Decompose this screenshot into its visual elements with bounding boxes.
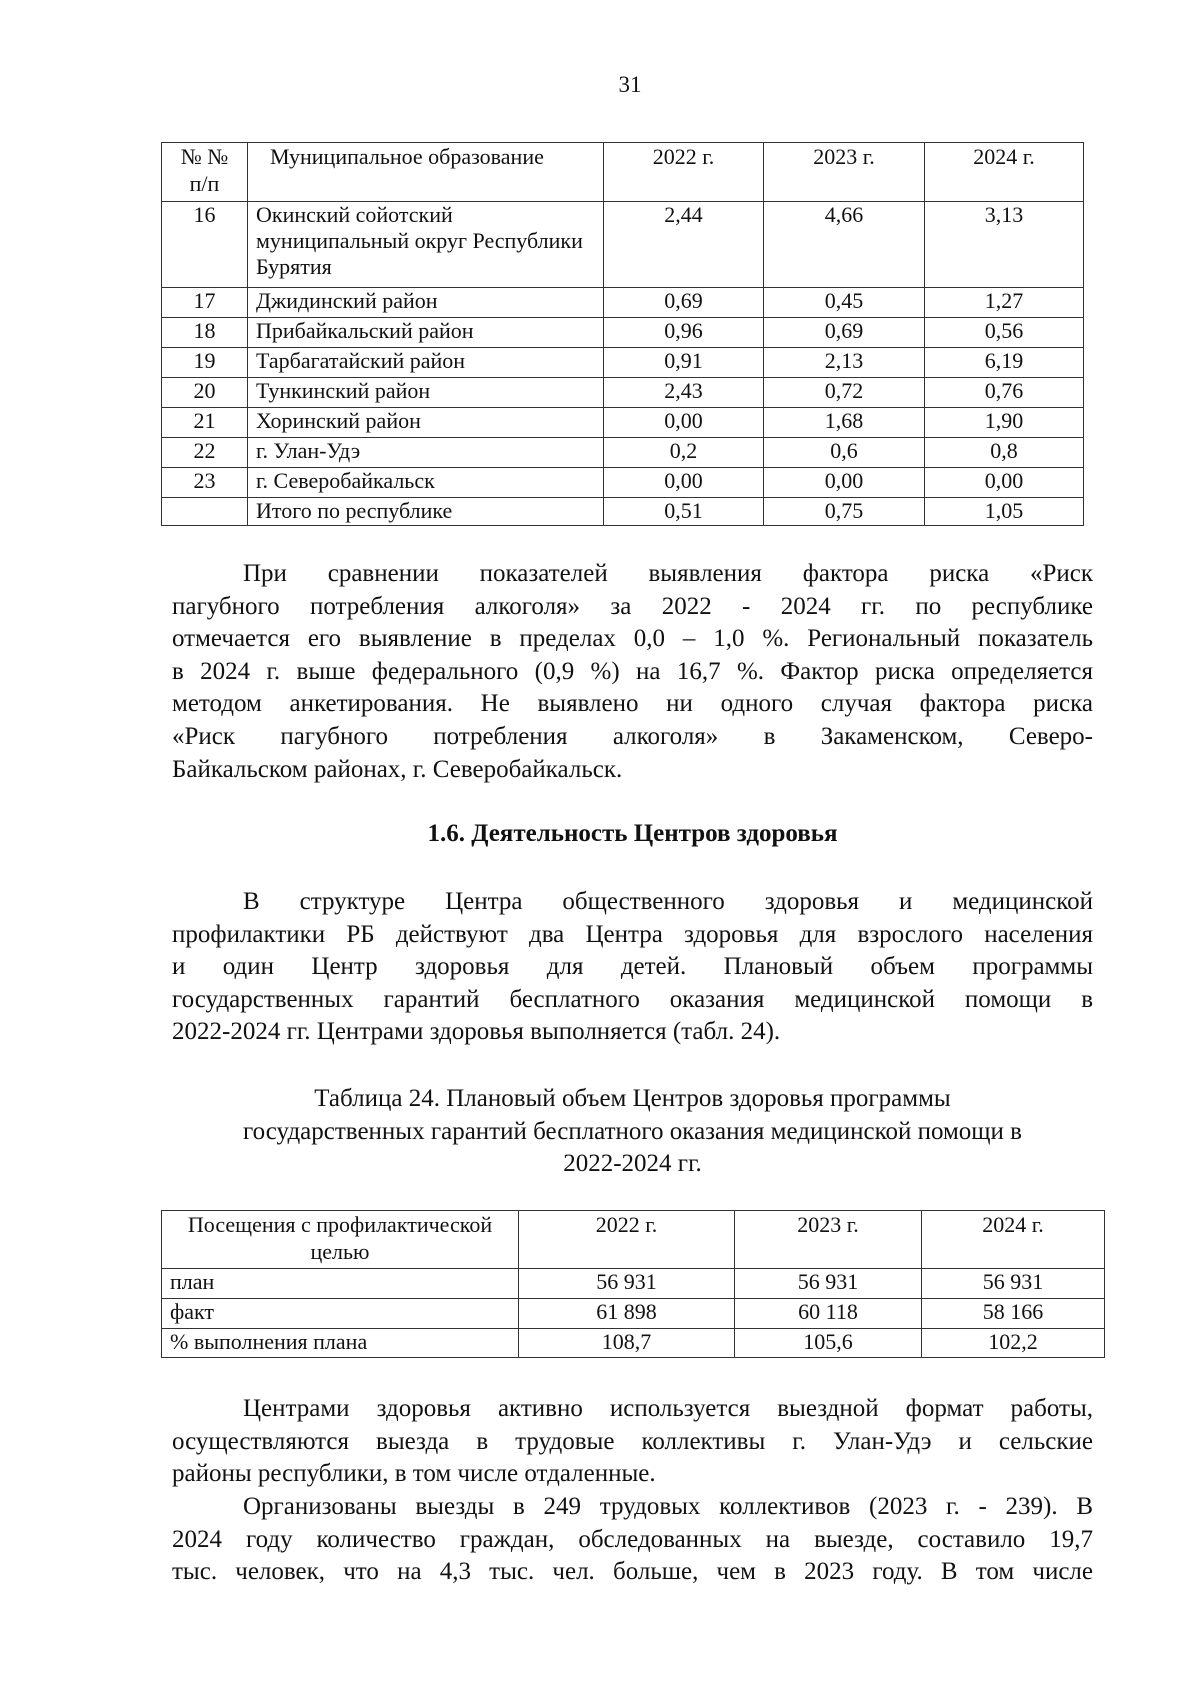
- paragraph-field-work: [172, 1393, 1093, 1491]
- table-cell: факт: [162, 1299, 519, 1329]
- table-cell: 0,56: [925, 318, 1084, 348]
- table-cell: г. Улан-Удэ: [248, 438, 604, 468]
- table-cell: 3,13: [925, 202, 1084, 288]
- table-row: [162, 1299, 1105, 1329]
- table-cell: 20: [162, 378, 248, 408]
- table-row: [162, 408, 1084, 438]
- paragraph-line: профилактики РБ действуют два Центра здоровья для взрослого населения: [172, 920, 1093, 948]
- table-cell: 58 166: [922, 1299, 1105, 1329]
- table-cell: 19: [162, 348, 248, 378]
- table-cell: 22: [162, 438, 248, 468]
- table-cell: Окинский сойотский муниципальный округ Республики Бурятия: [248, 202, 604, 288]
- table-cell: 56 931: [735, 1269, 922, 1299]
- table-cell: 60 118: [735, 1299, 922, 1329]
- paragraph-line: пагубного потребления алкоголя» за 2022 - 2024 гг. по республике: [172, 592, 1093, 620]
- table-row: [162, 438, 1084, 468]
- header-2023: 2023 г.: [735, 1211, 922, 1269]
- paragraph-line: в 2024 г. выше федерального (0,9 %) на 16,7 %. Фактор риска определяется: [172, 657, 1093, 685]
- table-row: [162, 498, 1084, 526]
- table-cell: % выполнения плана: [162, 1329, 519, 1358]
- paragraph-line: При сравнении показателей выявления фактора риска «Риск: [243, 560, 1093, 587]
- table-cell: Тарбагатайский район: [248, 348, 604, 378]
- table-cell: 2,43: [604, 378, 764, 408]
- header-2023: 2023 г.: [764, 143, 925, 202]
- table-cell: 0,76: [925, 378, 1084, 408]
- table-cell: 0,00: [604, 468, 764, 498]
- header-2024: 2024 г.: [922, 1211, 1105, 1269]
- table-cell: 16: [162, 202, 248, 288]
- table-cell: 18: [162, 318, 248, 348]
- header-2022: 2022 г.: [519, 1211, 735, 1269]
- table-caption: [172, 1083, 1093, 1181]
- table-header-row: [162, 143, 1084, 202]
- table-row: [162, 202, 1084, 288]
- table-cell: 56 931: [519, 1269, 735, 1299]
- table-cell: 56 931: [922, 1269, 1105, 1299]
- paragraph-field-visits: [172, 1491, 1093, 1589]
- paragraph-line: 2022-2024 гг. Центрами здоровья выполняется (табл. 24).: [172, 1018, 781, 1046]
- table-cell: Прибайкальский район: [248, 318, 604, 348]
- table-cell: 0,6: [764, 438, 925, 468]
- table-cell: 0,00: [764, 468, 925, 498]
- health-centers-plan-table: [161, 1210, 1105, 1358]
- table-cell: 1,90: [925, 408, 1084, 438]
- paragraph-line: осуществляются выезда в трудовые коллективы г. Улан-Удэ и сельские: [172, 1427, 1093, 1455]
- table-row: [162, 378, 1084, 408]
- header-2022: 2022 г.: [604, 143, 764, 202]
- table-cell: [162, 498, 248, 526]
- table-row: [162, 348, 1084, 378]
- paragraph-line: 2024 году количество граждан, обследованных на выезде, составило 19,7: [172, 1525, 1093, 1553]
- paragraph-health-centers: [172, 886, 1093, 1049]
- table-header-row: [162, 1211, 1105, 1269]
- table-cell: 1,05: [925, 498, 1084, 526]
- table-cell: 105,6: [735, 1329, 922, 1358]
- paragraph-line: тыс. человек, что на 4,3 тыс. чел. больше, чем в 2023 году. В том числе: [172, 1558, 1093, 1586]
- table-cell: 2,44: [604, 202, 764, 288]
- paragraph-line: Центрами здоровья активно используется выездной формат работы,: [243, 1395, 1093, 1422]
- table-cell: 0,91: [604, 348, 764, 378]
- header-visits: Посещения с профилактической целью: [162, 1211, 519, 1269]
- table-cell: 0,2: [604, 438, 764, 468]
- table-cell: Хоринский район: [248, 408, 604, 438]
- paragraph-line: государственных гарантий бесплатного оказания медицинской помощи в: [172, 985, 1093, 1013]
- table-cell: 1,68: [764, 408, 925, 438]
- paragraph-line: В структуре Центра общественного здоровья и медицинской: [243, 888, 1093, 915]
- table-cell: 1,27: [925, 288, 1084, 318]
- section-heading: 1.6. Деятельность Центров здоровья: [427, 820, 838, 847]
- table-row: [162, 318, 1084, 348]
- page-number: 31: [618, 72, 642, 97]
- table-row: [162, 1329, 1105, 1358]
- paragraph-line: районы республики, в том числе отдаленные.: [172, 1460, 656, 1488]
- table-cell: г. Северобайкальск: [248, 468, 604, 498]
- caption-line: государственных гарантий бесплатного оказания медицинской помощи в: [243, 1117, 1022, 1145]
- paragraph-line: методом анкетирования. Не выявлено ни одного случая фактора риска: [172, 690, 1093, 718]
- paragraph-line: Байкальском районах, г. Северобайкальск.: [172, 755, 623, 783]
- table-cell: 0,51: [604, 498, 764, 526]
- table-cell: 23: [162, 468, 248, 498]
- table-row: [162, 288, 1084, 318]
- paragraph-alcohol-risk: [172, 558, 1093, 786]
- table-cell: 6,19: [925, 348, 1084, 378]
- table-cell: 61 898: [519, 1299, 735, 1329]
- table-cell: Тункинский район: [248, 378, 604, 408]
- table-cell: Итого по республике: [248, 498, 604, 526]
- table-cell: 102,2: [922, 1329, 1105, 1358]
- table-cell: 108,7: [519, 1329, 735, 1358]
- table-cell: 0,96: [604, 318, 764, 348]
- table-cell: 0,00: [925, 468, 1084, 498]
- table-cell: 0,8: [925, 438, 1084, 468]
- table-cell: 0,75: [764, 498, 925, 526]
- table-row: [162, 1269, 1105, 1299]
- table-cell: 0,69: [764, 318, 925, 348]
- table-cell: 17: [162, 288, 248, 318]
- table-cell: 0,45: [764, 288, 925, 318]
- paragraph-line: «Риск пагубного потребления алкоголя» в Закаменском, Северо-: [172, 722, 1093, 750]
- header-municipality: Муниципальное образование: [248, 143, 604, 202]
- paragraph-line: Организованы выезды в 249 трудовых коллективов (2023 г. - 239). В: [243, 1493, 1093, 1520]
- table-cell: 21: [162, 408, 248, 438]
- paragraph-line: отмечается его выявление в пределах 0,0 – 1,0 %. Региональный показатель: [172, 625, 1093, 653]
- table-cell: 0,69: [604, 288, 764, 318]
- table-cell: Джидинский район: [248, 288, 604, 318]
- table-cell: 0,72: [764, 378, 925, 408]
- header-2024: 2024 г.: [925, 143, 1084, 202]
- header-number: № № п/п: [162, 143, 248, 202]
- table-cell: 0,00: [604, 408, 764, 438]
- caption-line: Таблица 24. Плановый объем Центров здоровья программы: [314, 1085, 951, 1112]
- table-row: [162, 468, 1084, 498]
- risk-factor-table: [161, 142, 1084, 526]
- table-cell: план: [162, 1269, 519, 1299]
- table-cell: 2,13: [764, 348, 925, 378]
- paragraph-line: и один Центр здоровья для детей. Плановый объем программы: [172, 953, 1093, 981]
- table-cell: 4,66: [764, 202, 925, 288]
- caption-line: 2022-2024 гг.: [563, 1150, 702, 1178]
